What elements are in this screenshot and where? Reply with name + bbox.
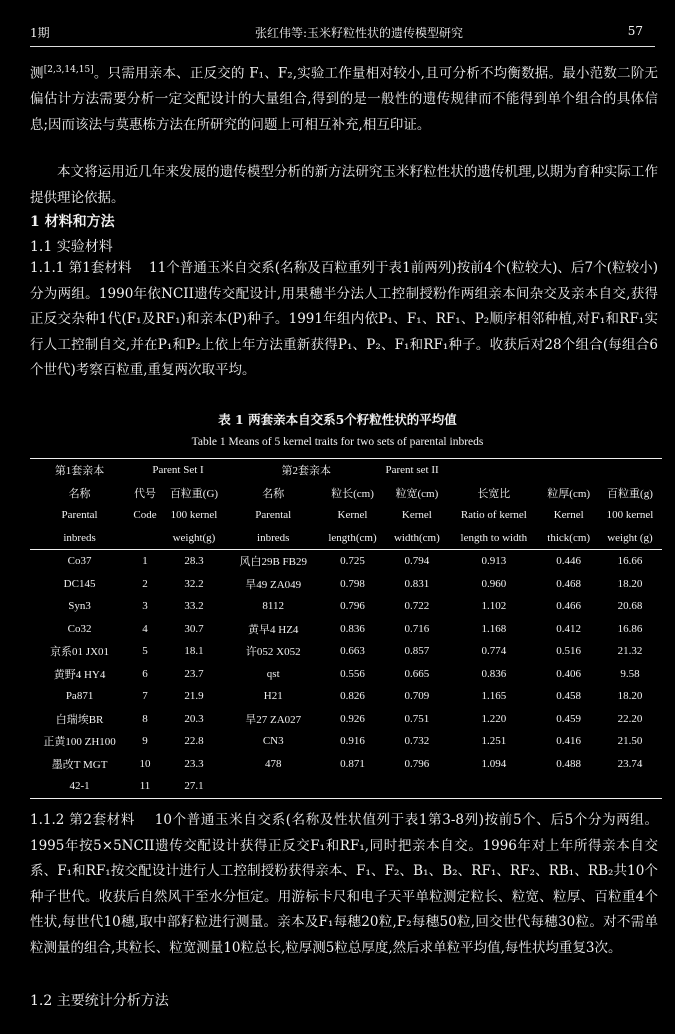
table-row (30, 663, 662, 686)
section-heading-1-2: 1.2 主要统计分析方法 (30, 993, 169, 1009)
section-1-1-2-title: 1.1.2 第2套材料 (30, 812, 136, 828)
table-cell: 6 (142, 667, 148, 680)
table-row (30, 708, 662, 731)
table-cell: 0.722 (404, 600, 430, 613)
table-cell: 0.926 (340, 712, 365, 725)
table-cell: 18.20 (617, 690, 643, 703)
col-header: Kernel (401, 509, 432, 522)
table-header-cn (30, 482, 662, 505)
table-cell: Co37 (67, 555, 92, 568)
col-header: thick(cm) (539, 527, 598, 550)
table-cell: 20.68 (617, 600, 643, 613)
table-cell: 4 (142, 622, 148, 635)
table-cell: 0.831 (404, 577, 430, 590)
table-cell: 28.3 (184, 555, 204, 568)
table-1 (30, 458, 662, 799)
page-header (30, 20, 655, 47)
table-row (30, 775, 662, 798)
section-1-1-1-text: 11个普通玉米自交系(名称及百粒重列于表1前两列)按前4个(粒较大)、后7个(粒较小)分为两组。1990年依NCII遗传交配设计,用果穗半分法人工控制授粉作两组亲本间杂交及亲本自交,获得正反交杂种1代(F₁及RF₁)和亲本(P)种子。1991年组内依P₁、F₁、RF₁、P₂顺序相邻种植,对F₁和RF₁实行人工控制自交,并在P₁和P₂上依上年方法重新获得P₁、P₂、F₁和RF₁种子。收获后对28个组合(每组合6个世代)考察百粒重,重复两次取平均。 (30, 260, 658, 378)
table-cell: 0.488 (556, 757, 582, 770)
table-cell: 0.836 (340, 622, 365, 635)
table-cell: 0.796 (404, 757, 430, 770)
col-header: inbreds (30, 527, 129, 550)
table-row (30, 753, 662, 776)
col-header: Kernel (553, 509, 584, 522)
intro-text: 。只需用亲本、正反交的 F₁、F₂,实验工作量相对较小,且可分析不均衡数据。最小范数二阶无偏估计方法需要分析一定交配设计的大量组合,得到的是一般性的遗传规律而不能得到单个组合的具体信息;因而该法与莫惠栋方法在所研究的问题上可相互补充,相互印证。 (30, 65, 658, 133)
table-cell: DC145 (63, 577, 96, 590)
table-cell: 0.794 (404, 555, 430, 568)
table-cell: 5 (142, 645, 148, 658)
col-header: 100 kernel (170, 509, 218, 522)
table-cell: 21.32 (617, 645, 643, 658)
table-cell: 21.9 (184, 690, 204, 703)
col-header: length(cm) (319, 527, 385, 550)
table-row (30, 573, 662, 596)
col-header: 名称 (68, 487, 91, 500)
col-header: Parental (61, 509, 98, 522)
col-header: 100 kernel (606, 509, 654, 522)
table-cell: 11 (129, 775, 161, 798)
col-header: weight(g) (161, 527, 227, 550)
citation: [2,3,14,15] (43, 65, 94, 75)
table-caption-en: Table 1 Means of 5 kernel traits for two sets of parental inbreds (191, 436, 484, 448)
group1-en: Parent Set I (129, 459, 227, 482)
table-cell: 0.796 (340, 600, 365, 613)
col-header: width(cm) (386, 527, 449, 550)
col-header: Parental (255, 509, 292, 522)
table-cell: 1.168 (481, 622, 507, 635)
col-header: 粒厚(cm) (547, 487, 591, 500)
table-cell: 8112 (262, 600, 285, 613)
table-cell: Syn3 (68, 600, 91, 613)
table-cell: 0.459 (556, 712, 582, 725)
table-cell: Co32 (67, 622, 92, 635)
col-header: 粒长(cm) (331, 487, 374, 500)
table-group-header (30, 459, 662, 482)
table-cell: 0.412 (556, 622, 582, 635)
col-header: length to width (448, 527, 539, 550)
table-cell: 9 (142, 735, 148, 748)
col-header: 百粒重(g) (607, 487, 653, 500)
table-cell (386, 775, 449, 798)
table-cell: 16.86 (617, 622, 643, 635)
table-cell: 7 (142, 690, 148, 703)
intro-ref-word: 测 (30, 65, 44, 82)
table-cell: 黄野4 HY4 (53, 668, 106, 681)
table-cell: 0.725 (340, 555, 365, 568)
table-cell: 0.913 (481, 555, 507, 568)
table-cell: 18.20 (617, 577, 643, 590)
col-header: 名称 (262, 487, 285, 500)
table-cell: 27.1 (161, 775, 227, 798)
table-cell: 0.732 (404, 735, 430, 748)
table-cell: 1 (142, 555, 148, 568)
table-cell: 0.665 (404, 667, 430, 680)
table-cell: 0.446 (556, 555, 582, 568)
col-header: 百粒重(G) (169, 487, 219, 500)
table-cell: 0.857 (404, 645, 430, 658)
table-cell: 23.3 (184, 757, 204, 770)
group2-en: Parent set II (386, 459, 662, 482)
table-cell: 白瑞埃BR (55, 713, 104, 726)
table-cell: 2 (142, 577, 148, 590)
table-cell: 1.165 (481, 690, 507, 703)
running-title: 张红伟等:玉米籽粒性状的遗传模型研究 (255, 26, 464, 40)
table-cell (319, 775, 385, 798)
table-cell: 0.516 (556, 645, 582, 658)
table-cell: 0.774 (481, 645, 507, 658)
table-cell: 23.74 (617, 757, 643, 770)
table-cell: 0.826 (340, 690, 365, 703)
table-cell: 33.2 (184, 600, 204, 613)
intro-paragraph-1 (30, 58, 658, 138)
table-cell: 1.220 (481, 712, 507, 725)
table-cell: 9.58 (620, 667, 640, 680)
table-cell: qst (266, 667, 280, 680)
table-row (30, 595, 662, 618)
col-header: weight (g) (598, 527, 662, 550)
table-header-en-2 (30, 527, 662, 550)
table-cell (539, 775, 598, 798)
col-header: 长宽比 (477, 487, 511, 500)
col-header (129, 527, 161, 550)
section-1-1-1-title: 1.1.1 第1套材料 (30, 260, 132, 276)
col-header: 代号 (134, 487, 157, 500)
table-cell: 0.716 (404, 622, 430, 635)
table-cell: 1.094 (481, 757, 507, 770)
table-cell: 3 (142, 600, 148, 613)
table-cell: 0.663 (340, 645, 365, 658)
table-cell: 0.406 (556, 667, 582, 680)
col-header: Ratio of kernel (460, 509, 527, 522)
intro-paragraph-2: 本文将运用近几年来发展的遗传模型分析的新方法研究玉米籽粒性状的遗传机理,以期为育种实际工作提供理论依据。 (30, 164, 658, 206)
table-row (30, 685, 662, 708)
table-cell: 1.102 (481, 600, 507, 613)
table-cell: CN3 (262, 735, 284, 748)
col-header: 粒宽(cm) (395, 487, 439, 500)
section-heading-1-1: 1.1 实验材料 (30, 239, 113, 255)
col-header: Code (133, 509, 157, 522)
table-cell: 30.7 (184, 622, 204, 635)
table-cell: 42-1 (30, 775, 129, 798)
table-cell: 0.416 (556, 735, 582, 748)
table-cell: 0.960 (481, 577, 507, 590)
table-cell: 16.66 (617, 555, 643, 568)
table-cell: 0.466 (556, 600, 582, 613)
table-row (30, 730, 662, 753)
table-cell: H21 (263, 690, 283, 703)
table-cell: 旱27 ZA027 (245, 713, 302, 726)
table-cell: 8 (142, 712, 148, 725)
table-cell: 墨改T MGT (51, 758, 108, 771)
table-cell: 0.468 (556, 577, 582, 590)
table-cell: 黄早4 HZ4 (248, 623, 299, 636)
col-header: Kernel (337, 509, 368, 522)
table-caption-cn: 表 1 两套亲本自交系5个籽粒性状的平均值 (218, 412, 457, 427)
table-cell: 0.798 (340, 577, 365, 590)
table-cell: 22.20 (617, 712, 643, 725)
table-cell: 许052 X052 (245, 646, 301, 659)
table-cell: 0.458 (556, 690, 582, 703)
section-1-1-2 (30, 808, 658, 961)
table-cell: 0.871 (340, 757, 365, 770)
table-cell: 0.836 (481, 667, 507, 680)
table-cell: 22.8 (184, 735, 204, 748)
table-cell (227, 775, 319, 798)
table-cell: 18.1 (184, 645, 204, 658)
page-number: 57 (627, 24, 643, 38)
table-cell: 32.2 (184, 577, 204, 590)
section-1-1-2-text: 10个普通玉米自交系(名称及性状值列于表1第3-8列)按前5个、后5个分为两组。1995年按5×5NCII遗传交配设计获得正反交F₁和RF₁,同时把亲本自交。1996年对上年所得亲本自交系、F₁和RF₁按交配设计进行人工控制授粉获得亲本、F₁、F₂、B₁、B₂、RF₁、RF₂、RB₁、RB₂共10个种子世代。收获后自然风干至水分恒定。用游标卡尺和电子天平单粒测定粒长、粒宽、粒厚、百粒重4个性状,每世代10穗,取中部籽粒进行测量。亲本及F₁每穗20粒,F₂每穗50粒,回交世代每穗30粒。对不需单粒测量的组合,其粒长、粒宽测量10粒总长,粒厚测5粒总厚度,然后求单粒平均值,每性状均重复3次。 (30, 812, 659, 956)
table-cell: 正黄100 ZH100 (43, 736, 116, 749)
table-cell: 风白29B FB29 (239, 556, 307, 569)
table-row (30, 640, 662, 663)
issue-number: 1期 (30, 26, 50, 40)
table-cell: 0.556 (340, 667, 365, 680)
section-heading-1: 1 材料和方法 (30, 214, 115, 230)
table-header-en-1 (30, 504, 662, 527)
table-cell: 23.7 (184, 667, 204, 680)
table-cell: 20.3 (184, 712, 204, 725)
group2-cn: 第2套亲本 (227, 459, 386, 482)
table-cell: 0.709 (404, 690, 430, 703)
table-cell: 0.916 (340, 735, 365, 748)
group1-cn: 第1套亲本 (30, 459, 129, 482)
col-header: inbreds (227, 527, 319, 550)
table-cell (598, 775, 662, 798)
table-cell: 旱49 ZA049 (245, 578, 302, 591)
table-cell: 京系01 JX01 (50, 646, 110, 659)
table-cell: 21.50 (617, 735, 643, 748)
table-row (30, 550, 662, 573)
table-cell: 478 (264, 757, 282, 770)
section-1-1-1 (30, 256, 658, 384)
table-cell (448, 775, 539, 798)
table-cell: 1.251 (481, 735, 507, 748)
table-cell: 10 (139, 757, 151, 770)
table-cell: 0.751 (404, 712, 430, 725)
table-row (30, 618, 662, 641)
table-cell: Pa871 (65, 690, 94, 703)
